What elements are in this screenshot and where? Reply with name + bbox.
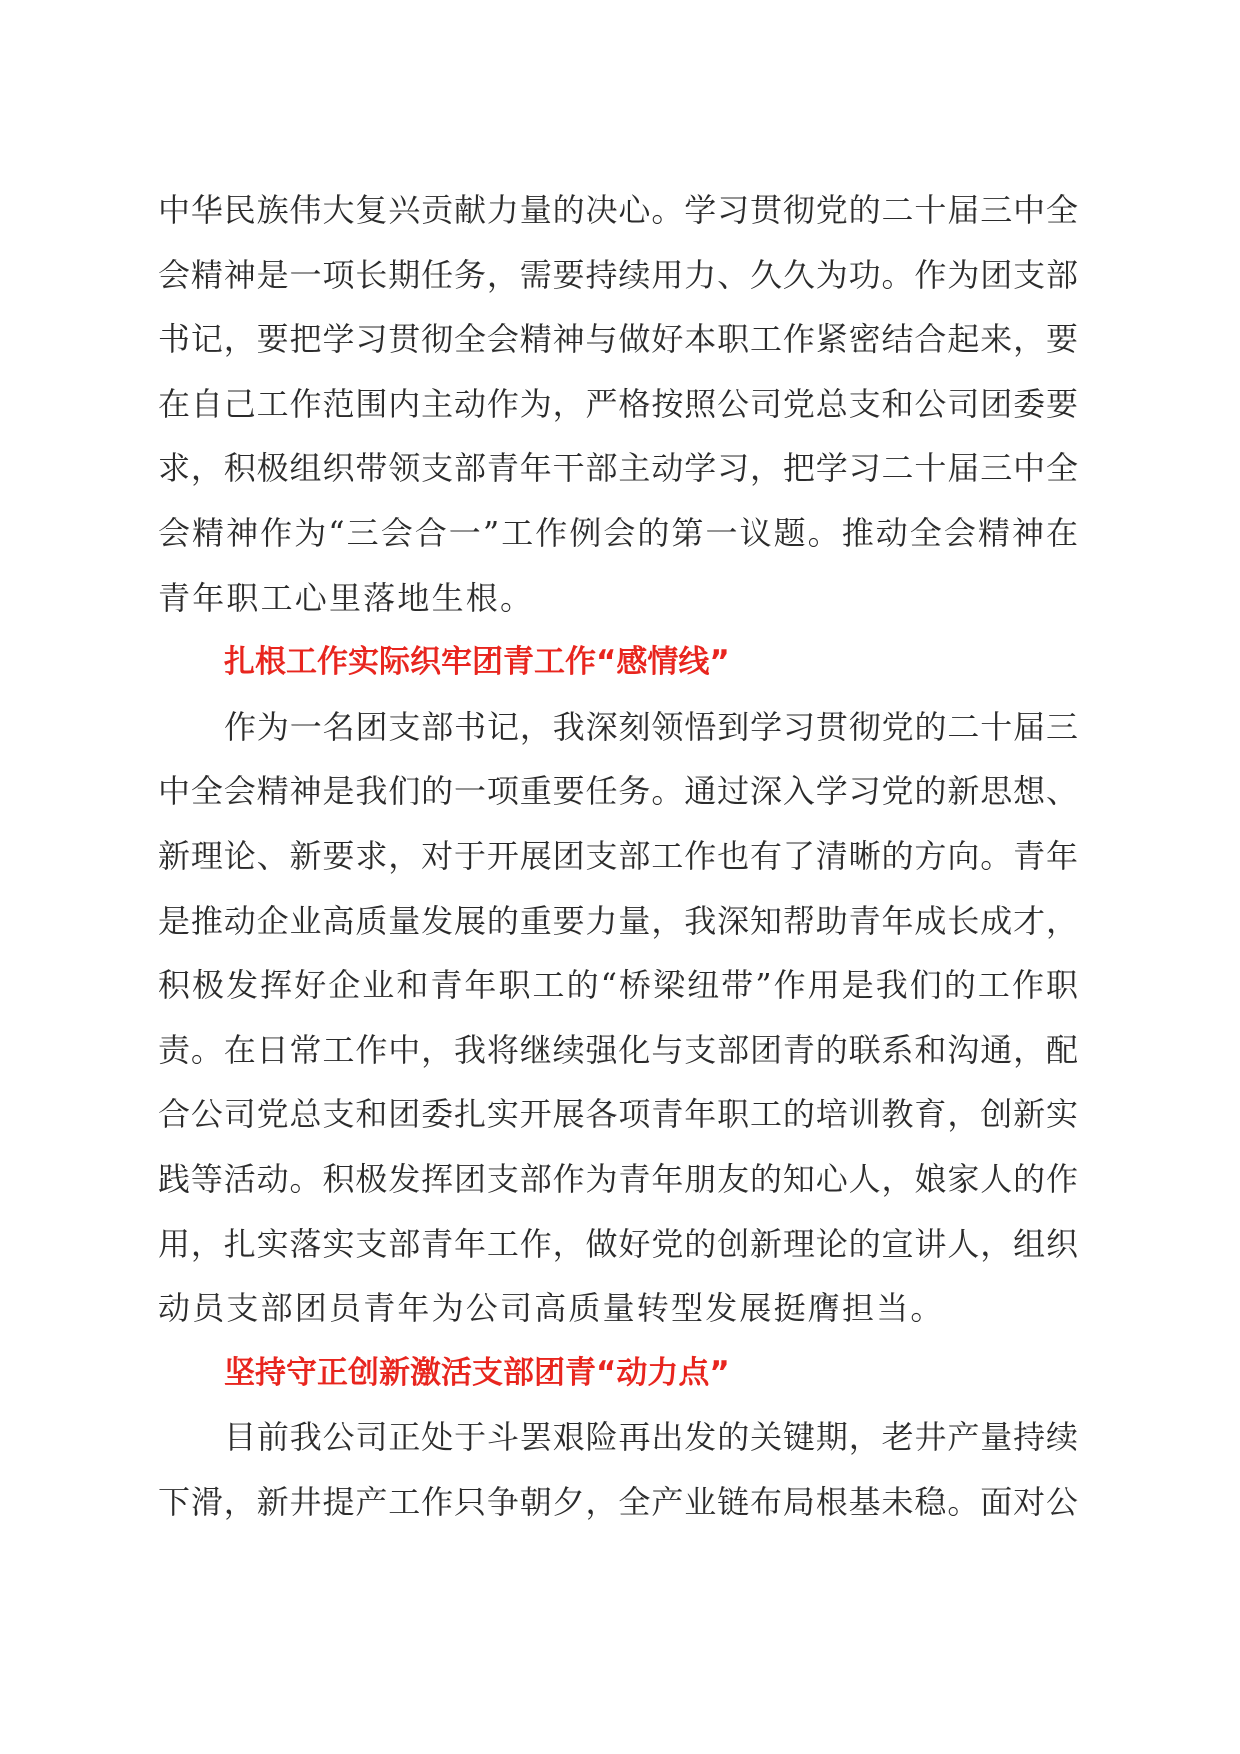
text-line: 用，扎实落实支部青年工作，做好党的创新理论的宣讲人，组织 bbox=[158, 1224, 1078, 1263]
text-line: 积极发挥好企业和青年职工的“桥梁纽带”作用是我们的工作职 bbox=[158, 966, 1078, 1005]
text-line: 作为一名团支部书记，我深刻领悟到学习贯彻党的二十届三 bbox=[224, 707, 1078, 746]
text-line: 合公司党总支和团委扎实开展各项青年职工的培训教育，创新实 bbox=[158, 1095, 1078, 1134]
paragraph-1 bbox=[158, 178, 1078, 630]
text-line: 求，积极组织带领支部青年干部主动学习，把学习二十届三中全 bbox=[158, 449, 1078, 488]
text-line: 书记，要把学习贯彻全会精神与做好本职工作紧密结合起来，要 bbox=[158, 320, 1078, 359]
text-line: 动员支部团员青年为公司高质量转型发展挺膺担当。 bbox=[158, 1289, 945, 1328]
text-line: 在自己工作范围内主动作为，严格按照公司党总支和公司团委要 bbox=[158, 384, 1078, 423]
document-body bbox=[158, 178, 1078, 1534]
text-line: 青年职工心里落地生根。 bbox=[158, 578, 535, 617]
paragraph-2 bbox=[158, 695, 1078, 1341]
section-heading: 扎根工作实际织牢团青工作“感情线” bbox=[224, 644, 730, 681]
text-line: 责。在日常工作中，我将继续强化与支部团青的联系和沟通，配 bbox=[158, 1030, 1078, 1069]
text-line: 新理论、新要求，对于开展团支部工作也有了清晰的方向。青年 bbox=[158, 836, 1078, 875]
text-line: 会精神是一项长期任务，需要持续用力、久久为功。作为团支部 bbox=[158, 255, 1078, 294]
text-line: 目前我公司正处于斗罢艰险再出发的关键期，老井产量持续 bbox=[224, 1418, 1078, 1457]
section-heading: 坚持守正创新激活支部团青“动力点” bbox=[224, 1354, 730, 1391]
text-line: 是推动企业高质量发展的重要力量，我深知帮助青年成长成才， bbox=[158, 901, 1078, 940]
text-line: 会精神作为“三会合一”工作例会的第一议题。推动全会精神在 bbox=[158, 513, 1078, 552]
text-line: 中全会精神是我们的一项重要任务。通过深入学习党的新思想、 bbox=[158, 772, 1078, 811]
text-line: 中华民族伟大复兴贡献力量的决心。学习贯彻党的二十届三中全 bbox=[158, 191, 1078, 229]
text-line: 下滑，新井提产工作只争朝夕，全产业链布局根基未稳。面对公 bbox=[158, 1482, 1078, 1521]
paragraph-3 bbox=[158, 1405, 1078, 1534]
text-line: 践等活动。积极发挥团支部作为青年朋友的知心人，娘家人的作 bbox=[158, 1159, 1078, 1198]
